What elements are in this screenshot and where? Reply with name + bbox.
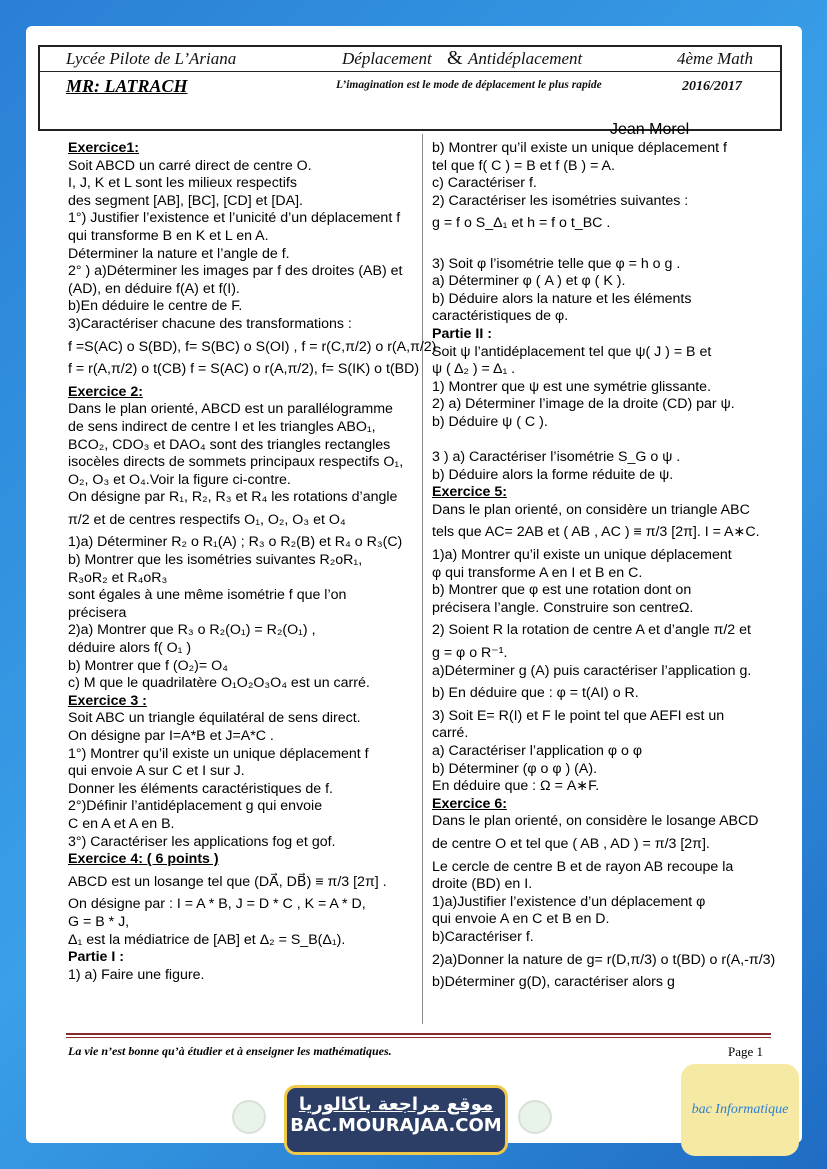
title-ampersand: & <box>447 47 463 69</box>
column-divider <box>422 134 423 1024</box>
text-line: 3°) Caractériser les applications fog et gof. <box>68 833 336 850</box>
text-line: b) Montrer que φ est une rotation dont on <box>432 582 692 599</box>
quote: L’imagination est le mode de déplacement le plus rapide <box>336 79 602 91</box>
bac-informatique-badge: bac Informatique <box>681 1064 799 1156</box>
left-column <box>68 140 437 984</box>
text-line: (AD), en déduire f(A) et f(I). <box>68 280 240 297</box>
exercise-heading: Exercice 4: ( 6 points ) <box>68 851 219 868</box>
text-line: b)Caractériser f. <box>432 928 534 945</box>
page-number: Page 1 <box>728 1044 764 1059</box>
text-line: qui envoie A en C et B en D. <box>432 911 610 928</box>
text-line: b)Déterminer g(D), caractériser alors g <box>432 974 675 991</box>
text-line: ABCD est un losange tel que (DA⃗, DB⃗) ≡ π/3 [2π] . <box>68 873 387 890</box>
text-line: Soit ABCD un carré direct de centre O. <box>68 157 312 174</box>
part-heading: Partie I : <box>68 949 124 966</box>
text-line: f = r(A,π/2) o t(CB) f = S(AC) o r(A,π/2), f= S(IK) o t(BD) <box>68 361 420 378</box>
text-line: b) Déterminer (φ o φ ) (A). <box>432 760 598 777</box>
exercise-heading: Exercice 6: <box>432 795 507 812</box>
text-line: Soit ABC un triangle équilatéral de sens direct. <box>68 710 361 727</box>
text-line: R₃oR₂ et R₄oR₃ <box>68 569 168 586</box>
logo-icon-right <box>518 1100 552 1134</box>
text-line: isocèles directs de sommets principaux respectifs O₁, <box>68 454 404 471</box>
text-line: On désigne par I=A*B et J=A*C . <box>68 728 274 744</box>
text-line: des segment [AB], [BC], [CD] et [DA]. <box>68 192 303 209</box>
right-column <box>432 140 776 992</box>
text-line: b) Montrer qu’il existe un unique déplacement f <box>432 140 727 156</box>
document-header <box>38 45 782 131</box>
text-line: π/2 et de centres respectifs O₁, O₂, O₃ et O₄ <box>68 511 346 528</box>
text-line: c) Caractériser f. <box>432 175 537 192</box>
text-line: b) En déduire que : φ = t(AI) o R. <box>432 685 639 702</box>
text-line: BCO₂, CDO₃ et DAO₄ sont des triangles rectangles <box>68 436 391 453</box>
text-line: On désigne par R₁, R₂, R₃ et R₄ les rotations d’angle <box>68 489 398 506</box>
text-line: Dans le plan orienté, ABCD est un parallélogramme <box>68 401 393 418</box>
text-line: 2) a) Déterminer l’image de la droite (CD) par ψ. <box>432 396 735 413</box>
banner-arabic-text: موقع مراجعة باكالوريا <box>298 1094 494 1115</box>
text-line: O₂, O₃ et O₄.Voir la figure ci-contre. <box>68 471 291 488</box>
text-line: sont égales à une même isométrie f que l’on <box>68 587 347 604</box>
part-heading: Partie II : <box>432 325 492 342</box>
text-line: Δ₁ est la médiatrice de [AB] et Δ₂ = S_B(Δ₁). <box>68 931 346 948</box>
text-line: G = B * J, <box>68 913 130 930</box>
text-line: b) Déduire alors la forme réduite de ψ. <box>432 466 674 483</box>
text-line: ψ ( Δ₂ ) = Δ₁ . <box>432 361 516 378</box>
exercise-heading: Exercice 5: <box>432 484 507 501</box>
text-line: de sens indirect de centre I et les triangles ABO₁, <box>68 418 376 435</box>
text-line: b)En déduire le centre de F. <box>68 298 243 315</box>
text-line: Dans le plan orienté, on considère le losange ABCD <box>432 813 759 830</box>
text-line: On désigne par : I = A * B, J = D * C , K = A * D, <box>68 896 366 913</box>
text-line: droite (BD) en I. <box>432 876 533 893</box>
site-banner[interactable] <box>284 1085 508 1155</box>
footer-motto: La vie n’est bonne qu’à étudier et à enseigner les mathématiques. <box>68 1044 392 1058</box>
text-line: 3)Caractériser chacune des transformations : <box>68 315 352 332</box>
footer-rule-thin <box>66 1037 771 1038</box>
text-line: a) Caractériser l’application φ o φ <box>432 743 643 759</box>
header-divider <box>40 71 780 72</box>
text-line: 2) Caractériser les isométries suivantes : <box>432 192 689 209</box>
title-part-b: Antidéplacement <box>468 49 583 68</box>
text-line: b) Montrer que f (O₂)= O₄ <box>68 657 228 674</box>
banner-site-url[interactable]: BAC.MOURAJAA.COM <box>290 1115 502 1136</box>
school-name: Lycée Pilote de L’Ariana <box>66 49 237 68</box>
text-line: g = f o S_Δ₁ et h = f o t_BC . <box>432 215 611 232</box>
text-line: 1°) Montrer qu’il existe un unique déplacement f <box>68 745 369 762</box>
text-line: 2)a)Donner la nature de g= r(D,π/3) o t(BD) o r(A,-π/3) <box>432 951 776 968</box>
text-line: b) Déduire ψ ( C ). <box>432 413 548 430</box>
teacher-name: MR: LATRACH <box>66 76 188 96</box>
text-line: 3) Soit E= R(I) et F le point tel que AEFI est un <box>432 707 725 724</box>
text-line: caractéristiques de φ. <box>432 308 569 325</box>
exercise-heading: Exercice 2: <box>68 383 143 400</box>
text-line: 2)a) Montrer que R₃ o R₂(O₁) = R₂(O₁) , <box>68 622 316 639</box>
footer-rule <box>66 1033 771 1035</box>
text-line: 2) Soient R la rotation de centre A et d’angle π/2 et <box>432 622 751 639</box>
text-line: Soit ψ l’antidéplacement tel que ψ( J ) = B et <box>432 343 712 360</box>
text-line: tels que AC= 2AB et ( AB , AC ) ≡ π/3 [2π]. I = A∗C. <box>432 524 760 541</box>
text-line: b) Montrer que les isométries suivantes R₂oR₁, <box>68 552 363 569</box>
text-line: 1) a) Faire une figure. <box>68 966 205 983</box>
text-line: précisera l’angle. Construire son centreΩ. <box>432 599 694 616</box>
exercise-heading: Exercice 3 : <box>68 692 147 709</box>
text-line: C en A et A en B. <box>68 815 175 832</box>
class-level: 4ème Math <box>677 49 754 68</box>
text-line: Déterminer la nature et l’angle de f. <box>68 245 290 262</box>
quote-author: Jean Morel <box>610 121 690 138</box>
text-line: g = φ o R⁻¹. <box>432 645 508 662</box>
text-line: b) Déduire alors la nature et les éléments <box>432 290 692 307</box>
text-line: qui envoie A sur C et I sur J. <box>68 763 245 780</box>
text-line: Le cercle de centre B et de rayon AB recoupe la <box>432 858 734 875</box>
text-line: 3 ) a) Caractériser l’isométrie S_G o ψ . <box>432 449 681 466</box>
text-line: 2°)Définir l’antidéplacement g qui envoie <box>68 798 323 815</box>
text-line: 3) Soit φ l’isométrie telle que φ = h o g . <box>432 255 681 272</box>
title-part-a: Déplacement <box>342 49 432 68</box>
text-line: a)Déterminer g (A) puis caractériser l’application g. <box>432 662 752 679</box>
text-line: c) M que le quadrilatère O₁O₂O₃O₄ est un carré. <box>68 675 370 692</box>
text-line: 1)a) Déterminer R₂ o R₁(A) ; R₃ o R₂(B) et R₄ o R₃(C) <box>68 534 403 551</box>
text-line: 1°) Justifier l’existence et l’unicité d’un déplacement f <box>68 210 401 227</box>
text-line: 1)a)Justifier l’existence d’un déplacement φ <box>432 893 706 910</box>
text-line: tel que f( C ) = B et f (B ) = A. <box>432 157 615 174</box>
text-line: de centre O et tel que ( AB , AD ) = π/3 [2π]. <box>432 835 710 852</box>
text-line: En déduire que : Ω = A∗F. <box>432 778 600 795</box>
text-line: 1) Montrer que ψ est une symétrie glissante. <box>432 378 712 395</box>
text-line: 2° ) a)Déterminer les images par f des droites (AB) et <box>68 263 403 280</box>
exercise-heading: Exercice1: <box>68 140 139 156</box>
text-line: carré. <box>432 725 469 742</box>
text-line: Dans le plan orienté, on considère un triangle ABC <box>432 501 750 518</box>
text-line: déduire alors f( O₁ ) <box>68 640 192 657</box>
text-line: φ qui transforme A en I et B en C. <box>432 564 643 581</box>
text-line: I, J, K et L sont les milieux respectifs <box>68 175 297 192</box>
text-line: précisera <box>68 604 127 621</box>
text-line: f =S(AC) o S(BD), f= S(BC) o S(OI) , f = r(C,π/2) o r(A,π/2) <box>68 338 437 355</box>
text-line <box>432 238 772 256</box>
text-line: Donner les éléments caractéristiques de f. <box>68 780 333 797</box>
text-line <box>432 432 772 450</box>
text-line: qui transforme B en K et L en A. <box>68 227 269 244</box>
text-line: a) Déterminer φ ( A ) et φ ( K ). <box>432 273 626 290</box>
logo-icon-left <box>232 1100 266 1134</box>
school-year: 2016/2017 <box>682 79 742 94</box>
text-line: 1)a) Montrer qu’il existe un unique déplacement <box>432 547 732 564</box>
